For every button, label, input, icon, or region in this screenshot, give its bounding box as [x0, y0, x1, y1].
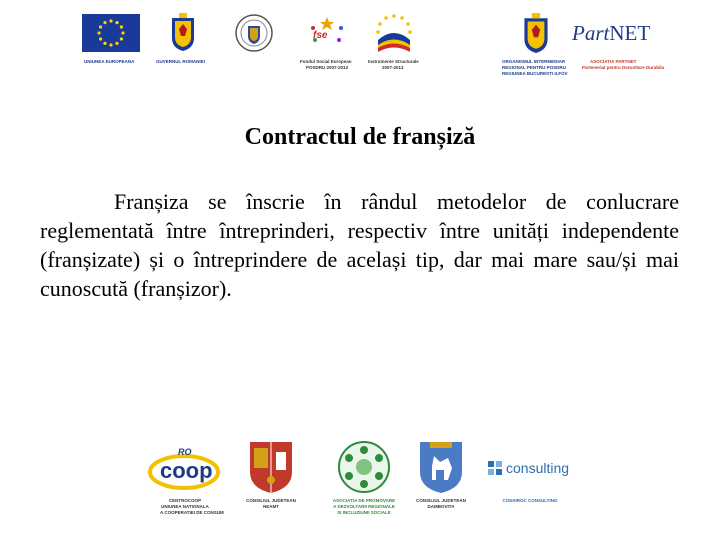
partnet-caption-1: ASOCIATIA PARTNET [590, 59, 637, 64]
intermediate-body-caption-1: ORGANISMUL INTERMEDIAR [502, 59, 566, 64]
government-caption: GUVERNUL ROMANIEI [156, 59, 205, 64]
intermediate-body-caption-3: REGIUNEA BUCURESTI ILFOV [502, 71, 568, 76]
intermediate-body-coat-of-arms-logo [522, 12, 550, 54]
neamt-caption-1: CONSILIUL JUDETEAN [246, 498, 296, 503]
footer-logo-strip [0, 436, 720, 536]
dambovita-caption-2: DAMBOVITA [427, 504, 455, 509]
fse-caption-1: Fondul Social European [300, 59, 352, 64]
partnet-part-text: Part [572, 21, 610, 45]
partnet-net-text: NET [609, 21, 651, 45]
centrocoop-caption-1: CENTROCOOP [168, 498, 202, 503]
structural-instruments-logo [372, 12, 416, 56]
dambovita-caption-1: CONSILIUL JUDETEAN [416, 498, 466, 503]
dambovita-county-coat-of-arms-logo [418, 440, 464, 494]
centrocoop-caption-2: UNIUNEA NATIONALA [161, 504, 209, 509]
romania-coat-of-arms-logo [170, 12, 196, 52]
partnet-logo-part [572, 22, 650, 44]
coop-mark: coop [160, 458, 213, 483]
fse-mark: fse [313, 30, 328, 41]
association-caption-2: A DEZVOLTARII REGIONALE [333, 504, 395, 509]
regional-development-association-logo [332, 440, 396, 494]
document-title: Contractul de franșiză [244, 124, 476, 150]
consulting-caption: CONSIROC CONSULTING [502, 498, 558, 503]
ministry-seal-logo [235, 14, 273, 52]
document-paragraph: Franșiza se înscrie în rândul metodelor de conlucrare reglementată între întreprinderi, respectiv între unități independente (franșizate) și o întreprindere de același tip, dar mai mare sau/și mai cunoscută (franșizor). [40, 189, 679, 301]
fse-caption-2: POSDRU 2007-2013 [306, 65, 349, 70]
partnet-caption-2: Parteneriat pentru Dezvoltare Durabila [582, 65, 665, 70]
intermediate-body-caption-2: REGIONAL PENTRU POSDRU [502, 65, 566, 70]
neamt-county-coat-of-arms-logo [248, 440, 294, 494]
association-caption-3: SI INCLUZIUNII SOCIALE [337, 510, 391, 515]
structural-instruments-caption-1: Instrumente Structurale [368, 59, 419, 64]
association-caption-1: ASOCIATIA DE PROMOVARE [332, 498, 396, 503]
centrocoop-caption-3: A COOPERATIEI DE CONSUM [160, 510, 224, 515]
eu-caption: UNIUNEA EUROPEANA [84, 59, 135, 64]
eu-flag-logo [82, 14, 140, 52]
ro-mark: RO [178, 447, 192, 457]
header-logo-strip [62, 4, 665, 78]
neamt-caption-2: NEAMT [263, 504, 279, 509]
consulting-logo-mark [487, 460, 503, 476]
consulting-mark: consulting [506, 460, 570, 476]
structural-instruments-caption-2: 2007-2013 [382, 65, 404, 70]
